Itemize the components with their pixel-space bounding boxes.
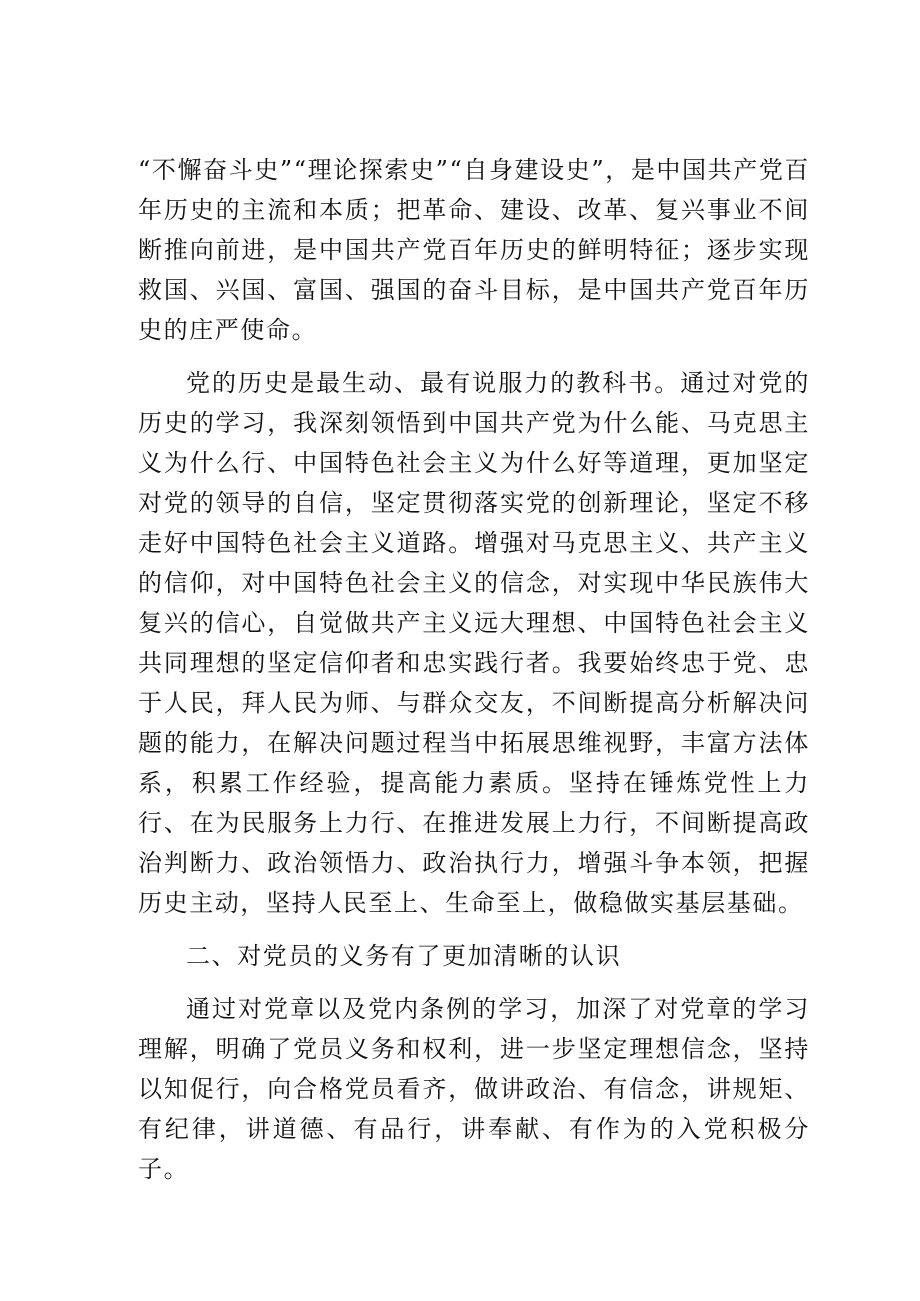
- paragraph-party-history-study: 党的历史是最生动、最有说服力的教科书。通过对党的历史的学习，我深刻领悟到中国共产党为什么能、马克思主义为什么行、中国特色社会主义为什么好等道理，更加坚定对党的领导的自信，坚定贯彻落实党的创新理论，坚定不移走好中国特色社会主义道路。增强对马克思主义、共产主义的信仰，对中国特色社会主义的信念，对实现中华民族伟大复兴的信心，自觉做共产主义远大理想、中国特色社会主义共同理想的坚定信仰者和忠实践行者。我要始终忠于党、忠于人民，拜人民为师、与群众交友，不间断提高分析解决问题的能力，在解决问题过程当中拓展思维视野，丰富方法体系，积累工作经验，提高能力素质。坚持在锤炼党性上力行、在为民服务上力行、在推进发展上力行，不间断提高政治判断力、政治领悟力、政治执行力，增强斗争本领，把握历史主动，坚持人民至上、生命至上，做稳做实基层基础。: [138, 369, 810, 917]
- section-heading-member-duties: 二、对党员的义务有了更加清晰的认识: [186, 942, 622, 970]
- paragraph-history-summary: “不懈奋斗史”“理论探索史”“自身建设史”，是中国共产党百年历史的主流和本质；把革命、建设、改革、复兴事业不间断推向前进，是中国共产党百年历史的鲜明特征；逐步实现救国、兴国、富国、强国的奋斗目标，是中国共产党百年历史的庄严使命。: [138, 156, 811, 344]
- paragraph-party-constitution-study: 通过对党章以及党内条例的学习，加深了对党章的学习理解，明确了党员义务和权利，进一步坚定理想信念，坚持以知促行，向合格党员看齐，做讲政治、有信念，讲规矩、有纪律，讲道德、有品行，讲奉献、有作为的入党积极分子。: [138, 995, 810, 1183]
- document-body: [138, 150, 810, 1202]
